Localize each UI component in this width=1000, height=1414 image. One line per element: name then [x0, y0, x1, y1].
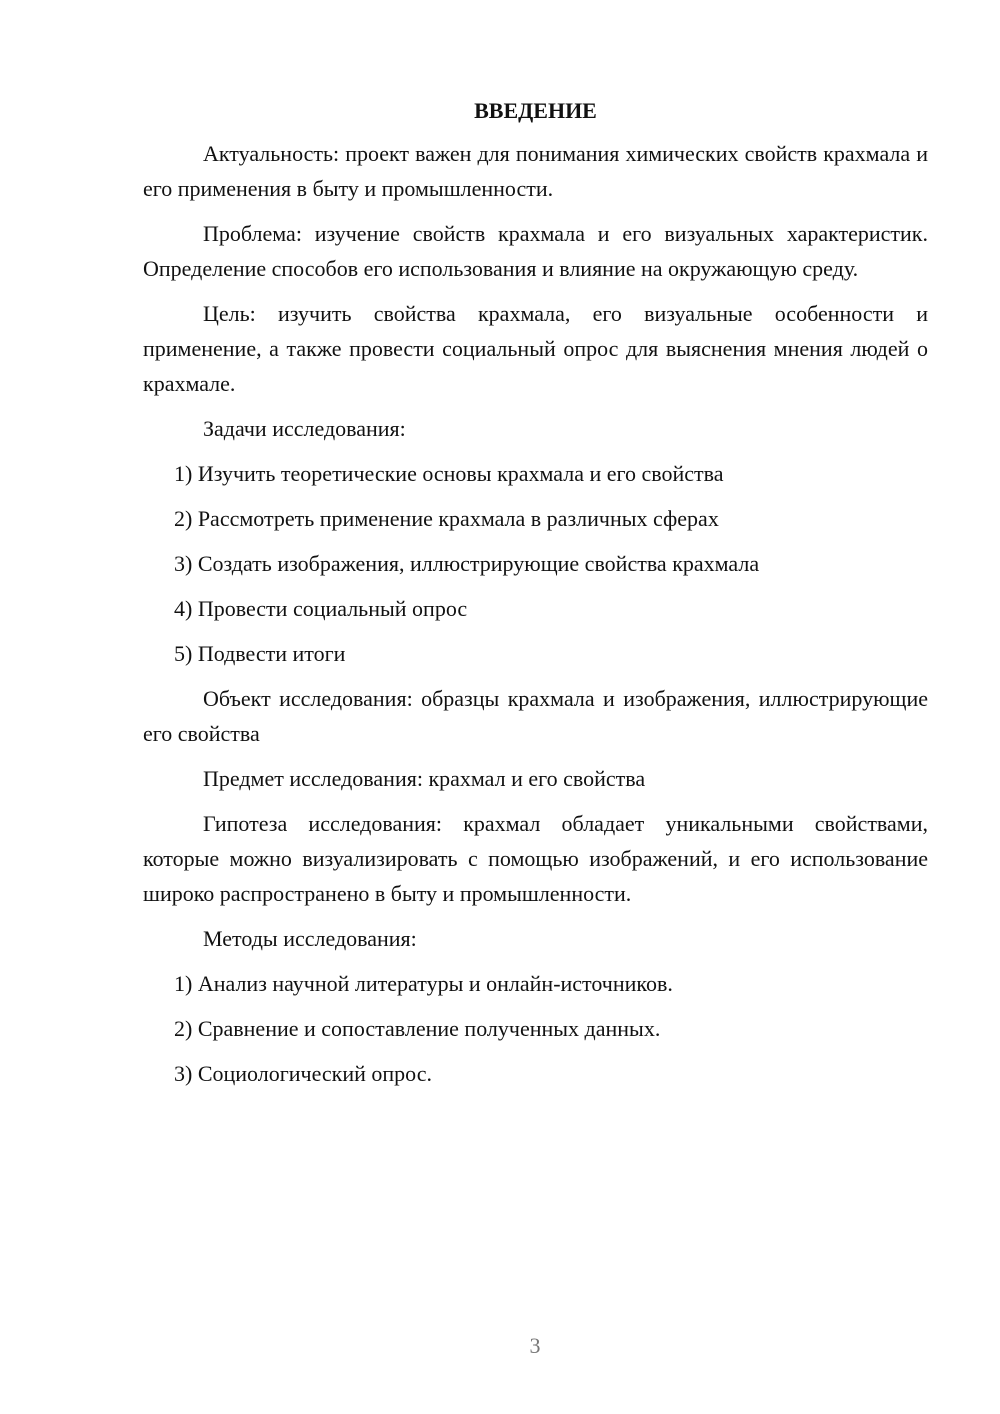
- page-content: [143, 93, 928, 1101]
- list-item: 2) Сравнение и сопоставление полученных данных.: [174, 1016, 661, 1041]
- methods-heading: Методы исследования:: [203, 926, 417, 951]
- page-number: 3: [529, 1333, 541, 1358]
- list-item: 4) Провести социальный опрос: [174, 596, 468, 621]
- goal-paragraph: Цель: изучить свойства крахмала, его визуальные особенности и применение, а также провести социальный опрос для выяснения мнения людей о крахмале.: [143, 301, 928, 396]
- object-paragraph: Объект исследования: образцы крахмала и изображения, иллюстрирующие его свойства: [143, 686, 928, 746]
- relevance-paragraph: Актуальность: проект важен для понимания химических свойств крахмала и его применения в быту и промышленности.: [143, 141, 928, 201]
- list-item: 5) Подвести итоги: [174, 641, 346, 666]
- hypothesis-paragraph: Гипотеза исследования: крахмал обладает уникальными свойствами, которые можно визуализировать с помощью изображений, и его использование широко распространено в быту и промышленности.: [143, 811, 928, 906]
- list-item: 2) Рассмотреть применение крахмала в различных сферах: [174, 506, 719, 531]
- tasks-list: [143, 456, 928, 671]
- problem-paragraph: Проблема: изучение свойств крахмала и его визуальных характеристик. Определение способов его использования и влияние на окружающую среду.: [143, 221, 928, 281]
- list-item: 3) Социологический опрос.: [174, 1061, 432, 1086]
- list-item: 1) Изучить теоретические основы крахмала и его свойства: [174, 461, 724, 486]
- methods-list: [143, 966, 928, 1091]
- list-item: 1) Анализ научной литературы и онлайн-источников.: [174, 971, 673, 996]
- list-item: 3) Создать изображения, иллюстрирующие свойства крахмала: [174, 551, 760, 576]
- subject-paragraph: Предмет исследования: крахмал и его свойства: [203, 766, 646, 791]
- section-title: ВВЕДЕНИЕ: [474, 98, 597, 123]
- tasks-heading: Задачи исследования:: [203, 416, 406, 441]
